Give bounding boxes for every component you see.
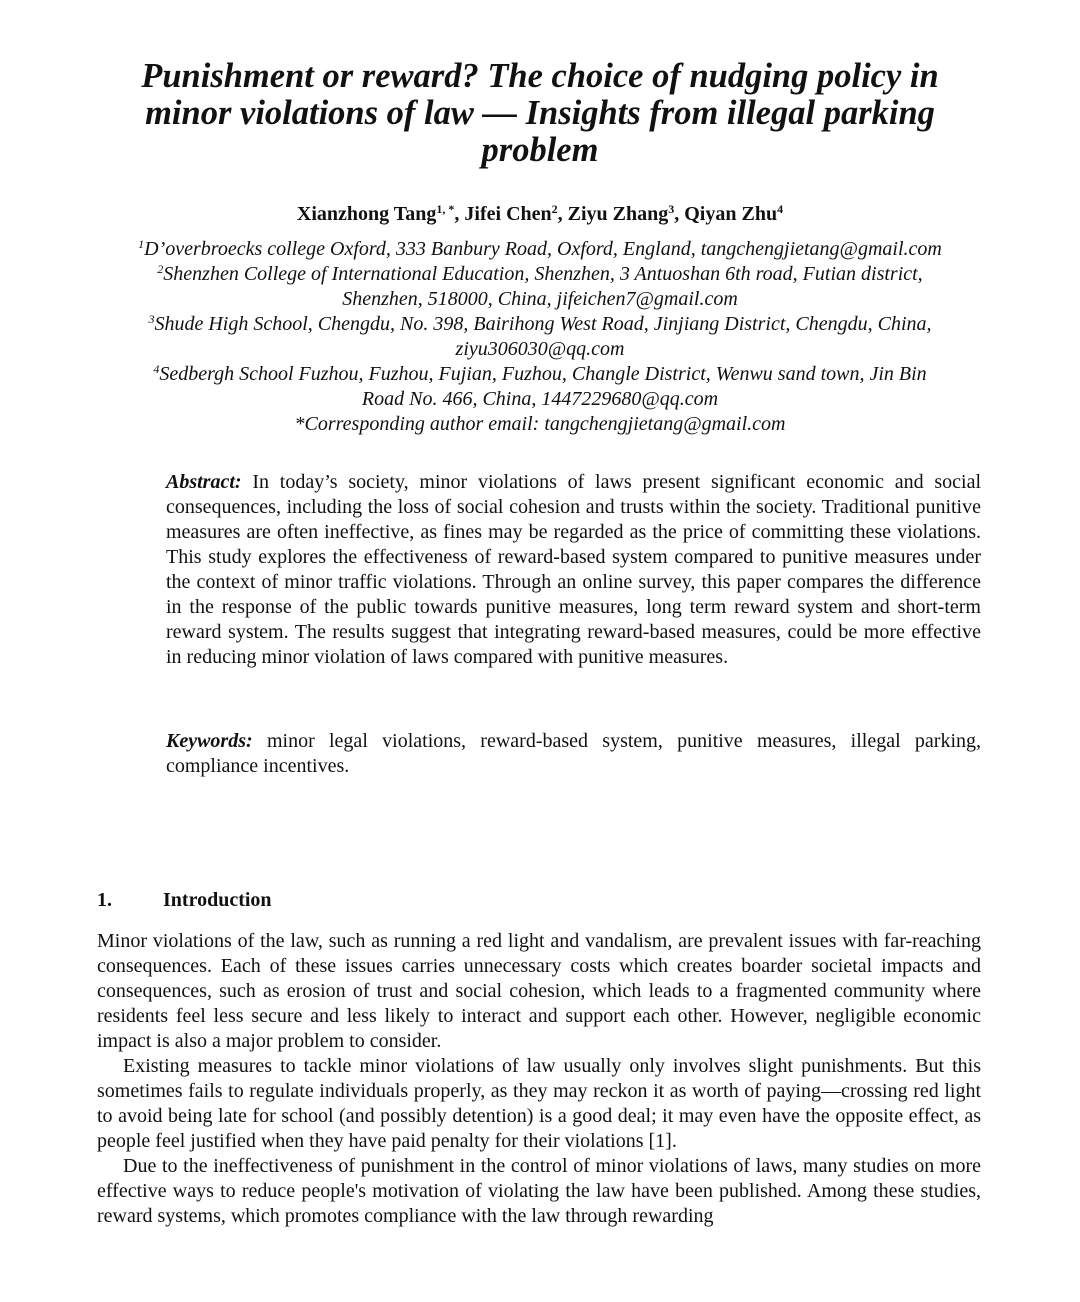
section-title: Introduction [163,889,272,911]
affiliation-text: ziyu306030@qq.com [455,338,625,360]
author-affiliation-mark: 4 [777,202,784,216]
paragraph: Due to the ineffectiveness of punishment in the control of minor violations of laws, many studies on more effective ways to reduce people's motivation of violating the law have been published. Among these studies, reward systems, which promotes compliance with the law through rewarding [97,1155,981,1227]
abstract-label: Abstract: [166,471,242,493]
author-separator: , [674,203,685,225]
paper-title [90,58,990,169]
keywords [166,729,981,779]
body-text [97,929,981,1229]
keywords-text: minor legal violations, reward-based system, punitive measures, illegal parking, compliance incentives. [166,730,981,777]
affiliations [60,237,1020,437]
author-name: Ziyu Zhang [567,203,669,225]
author [568,203,685,225]
title-line: minor violations of law — Insights from illegal parking [145,94,935,132]
section-heading [97,887,272,913]
author-separator: , [454,203,465,225]
author-separator: , [557,203,568,225]
affiliation-line [60,287,1020,312]
author-name: Qiyan Zhu [684,203,778,225]
paragraph: Existing measures to tackle minor violations of law usually only involves slight punishments. But this sometimes fails to regulate individuals properly, as they may reckon it as worth of paying—crossing red light to avoid being late for school (and possibly detention) is a good deal; it may even have the opposite effect, as people feel justified when they have paid penalty for their violations [1]. [97,1055,981,1152]
author-affiliation-mark: 3 [668,202,675,216]
author [297,203,465,225]
author-list [0,201,1080,227]
affiliation-text: Shenzhen, 518000, China, jifeichen7@gmail.com [342,288,738,310]
affiliation-line [60,387,1020,412]
paragraph: Minor violations of the law, such as running a red light and vandalism, are prevalent issues with far-reaching consequences. Each of these issues carries unnecessary costs which creates boarder societal impacts and consequences, such as erosion of trust and social cohesion, which leads to a fragmented community where residents feel less secure and less likely to interact and support each other. However, negligible economic impact is also a major problem to consider. [97,930,981,1052]
affiliation-line [60,237,1020,262]
author-affiliation-mark: 2 [551,202,558,216]
author [464,203,567,225]
affiliation-text: Sedbergh School Fuzhou, Fuzhou, Fujian, Fuzhou, Changle District, Wenwu sand town, Jin Bin [159,363,927,385]
section-number: 1. [97,889,112,911]
abstract-text: In today’s society, minor violations of laws present significant economic and social consequences, including the loss of social cohesion and trusts within the society. Traditional punitive measures are often ineffective, as fines may be regarded as the price of committing these violations. This study explores the effectiveness of reward-based system compared to punitive measures under the context of minor traffic violations. Through an online survey, this paper compares the difference in the response of the public towards punitive measures, long term reward system and short-term reward system. The results suggest that integrating reward-based measures, could be more effective in reducing minor violation of laws compared with punitive measures. [166,471,982,668]
affiliation-text: *Corresponding author email: tangchengjietang@gmail.com [294,413,786,435]
keywords-label: Keywords: [166,730,253,752]
affiliation-line [60,362,1020,387]
affiliation-text: Shenzhen College of International Education, Shenzhen, 3 Antuoshan 6th road, Futian district, [163,263,923,285]
affiliation-line [60,337,1020,362]
title-line: problem [481,131,599,169]
affiliation-text: Road No. 466, China, 1447229680@qq.com [361,388,719,410]
title-line: Punishment or reward? The choice of nudging policy in [141,57,939,95]
author [684,203,783,225]
affiliation-line [60,312,1020,337]
affiliation-mark: 1 [138,237,145,251]
affiliation-mark: 4 [153,362,160,376]
affiliation-mark: 2 [157,262,164,276]
author-name: Xianzhong Tang [296,203,437,225]
affiliation-text: Shude High School, Chengdu, No. 398, Bairihong West Road, Jinjiang District, Chengdu, China, [154,313,932,335]
author-name: Jifei Chen [464,203,552,225]
affiliation-text: D’overbroecks college Oxford, 333 Banbury Road, Oxford, England, tangchengjietang@gmail.com [144,238,942,260]
affiliation-line [60,262,1020,287]
corresponding-author [60,412,1020,437]
author-affiliation-mark: 1, * [436,202,455,216]
abstract [166,470,981,670]
affiliation-mark: 3 [148,312,155,326]
